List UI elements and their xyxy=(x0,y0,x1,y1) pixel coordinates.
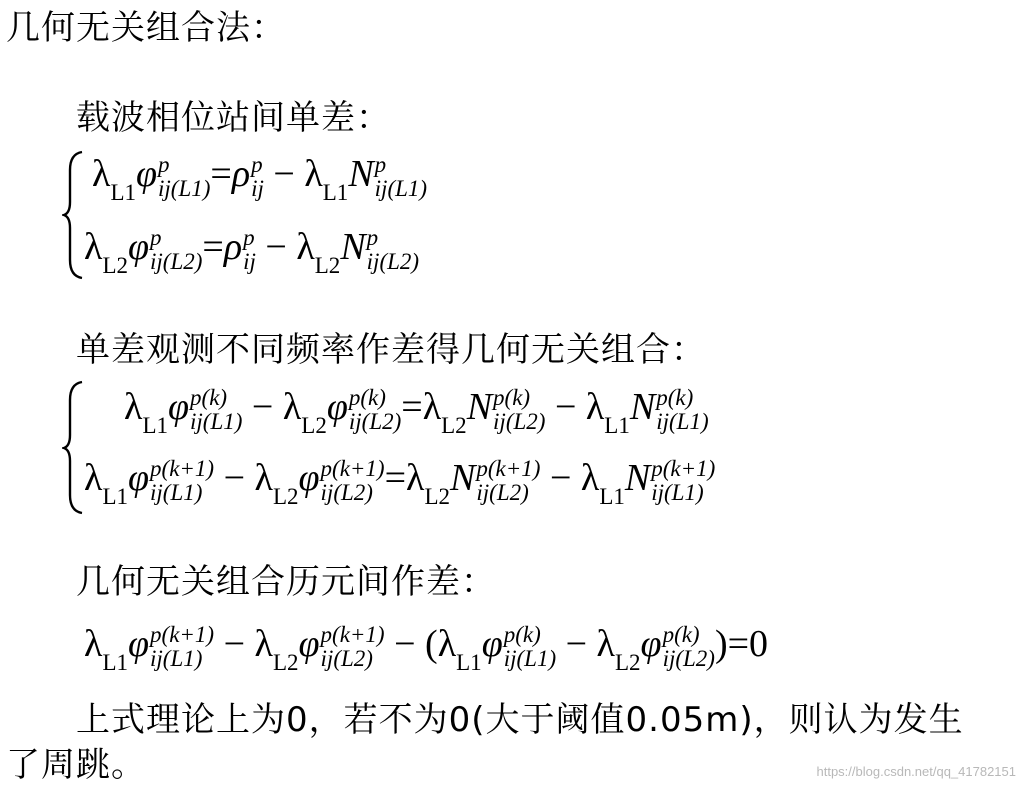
equation-gf-epoch-k1: $\lambda_{L1}\varphi$ p(k+1) ij(L1) − $\lambda_{L2}\varphi$ p(k+1) ij(L2) $=\lambda_{L2}N$ p(k+1) ij(L2) − $\lambda_{L1}N$ p(k+1) ij(L1) xyxy=(84,456,716,509)
equation-sd-l2: $\lambda_{L2}\varphi$ p ij(L2) =ρ p ij − $\lambda_{L2}N$ p ij(L2) xyxy=(84,225,420,278)
section-title-epoch-difference: 几何无关组合历元间作差： xyxy=(76,562,496,602)
conclusion-line-2: 了周跳。 xyxy=(6,745,146,785)
section-title-geometry-free: 单差观测不同频率作差得几何无关组合： xyxy=(76,330,706,370)
left-brace-system-2 xyxy=(62,380,84,515)
section-title-single-difference: 载波相位站间单差： xyxy=(76,98,391,138)
watermark: https://blog.csdn.net/qq_41782151 xyxy=(816,764,1016,779)
equation-epoch-difference: $\lambda_{L1}\varphi$ p(k+1) ij(L1) − $\lambda_{L2}\varphi$ p(k+1) ij(L2) − ($\lambda_{L1}\varphi$ p(k) ij(L1) − $\lambda_{L2}\varphi$ p(k) ij(L2) )=0 xyxy=(84,622,769,675)
conclusion-line-1: 上式理论上为0，若不为0(大于阈值0.05m)，则认为发生 xyxy=(76,700,964,740)
equation-gf-epoch-k: $\lambda_{L1}\varphi$ p(k) ij(L1) − $\lambda_{L2}\varphi$ p(k) ij(L2) $=\lambda_{L2}N$ p(k) ij(L2) − $\lambda_{L1}N$ p(k) ij(L1) xyxy=(124,385,709,438)
equation-sd-l1: $\lambda_{L1}\varphi$ p ij(L1) =ρ p ij − $\lambda_{L1}N$ p ij(L1) xyxy=(92,152,428,205)
page-heading: 几何无关组合法： xyxy=(6,8,286,48)
left-brace-system-1 xyxy=(62,150,84,280)
